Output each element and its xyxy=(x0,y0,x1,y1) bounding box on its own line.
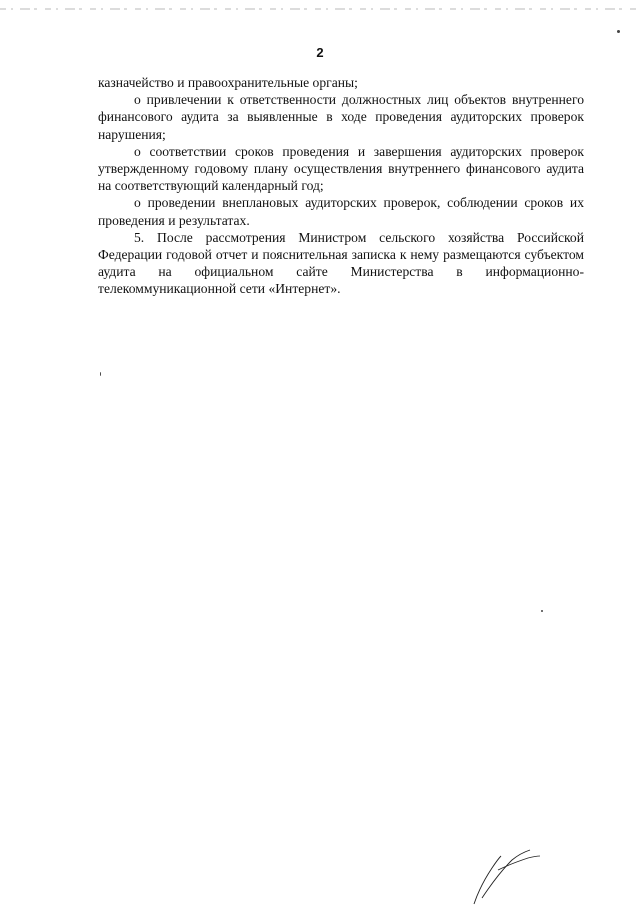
paragraph-item-5: 5. После рассмотрения Министром сельского хозяйства Российской Федерации годовой отчет и пояснительная записка к нему размещаются субъектом аудита на официальном сайте Министерства в информационно-телекоммуникационной сети «Интернет». xyxy=(98,229,584,297)
paragraph-liability: о привлечении к ответственности должностных лиц объектов внутреннего финансового аудита за выявленные в ходе проведения аудиторских проверок нарушения; xyxy=(98,92,584,142)
handwritten-signature xyxy=(468,846,548,905)
scan-speck xyxy=(541,610,543,612)
document-body xyxy=(98,74,584,298)
paragraph-compliance: о соответствии сроков проведения и завершения аудиторских проверок утвержденному годовому плану осуществления внутреннего финансового аудита на соответствующий календарный год; xyxy=(98,143,584,194)
paragraph-unscheduled: о проведении внеплановых аудиторских проверок, соблюдении сроков их проведения и результатах. xyxy=(98,195,584,228)
paragraph-continuation: казначейство и правоохранительные органы; xyxy=(98,75,358,90)
scan-speck xyxy=(617,30,620,33)
scan-edge-artifact xyxy=(0,8,640,10)
scan-speck xyxy=(100,372,101,376)
page-number: 2 xyxy=(316,45,324,60)
